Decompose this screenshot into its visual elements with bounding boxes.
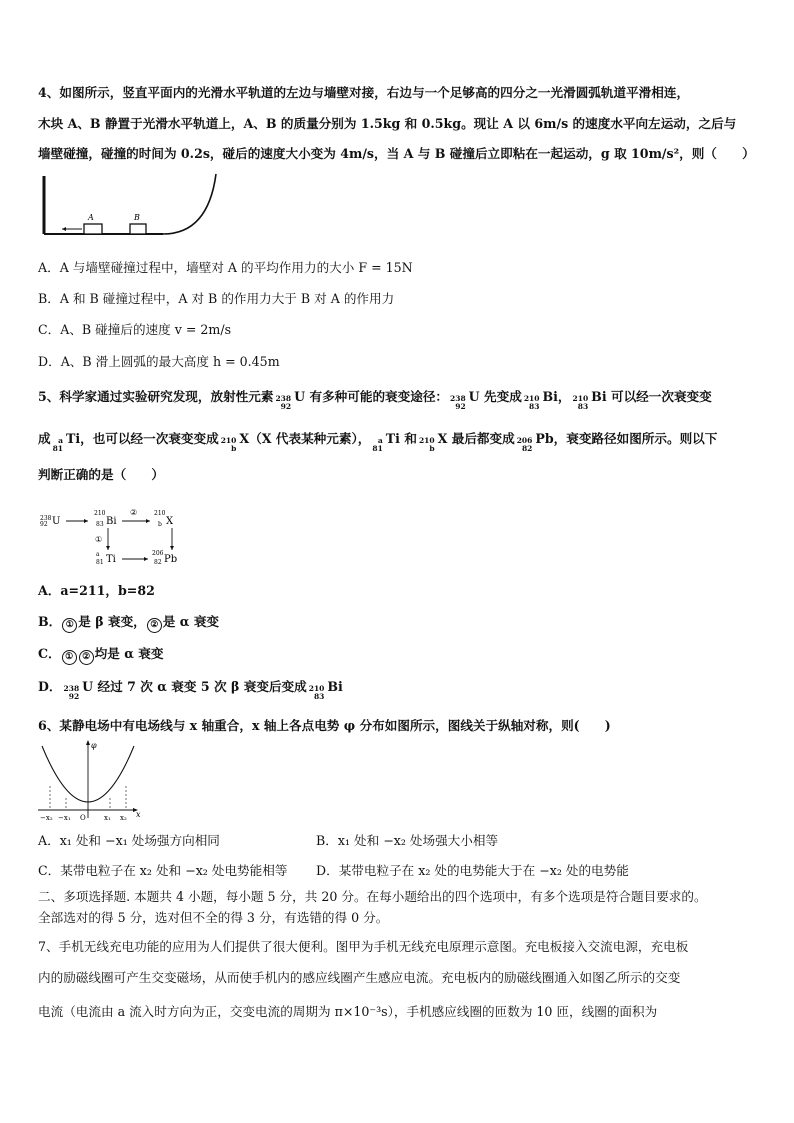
nuclide-u-2: 238 92 (450, 394, 466, 411)
q4-text-line-2: 木块 A、B 静置于光滑水平轨道上，A、B 的质量分别为 1.5kg 和 0.5kg。现让 A 以 6m/s 的速度水平向左运动，之后与 (38, 116, 737, 131)
ti-symbol: Ti (106, 554, 116, 565)
q4-option-a: A．A 与墙壁碰撞过程中，墙壁对 A 的平均作用力的大小 F = 15N (38, 260, 413, 275)
u-mass: 238 (40, 515, 52, 522)
block-a (84, 224, 102, 234)
u-symbol: U (52, 516, 61, 527)
bi-mass: 210 (94, 510, 106, 517)
path-1-label: ① (95, 535, 103, 544)
q5-l1-e: Bi 可以经一次衰变变 (591, 389, 712, 404)
circle-2b: ② (79, 650, 94, 665)
nuclide-pb: 206 82 (516, 436, 533, 453)
q4-option-c: C．A、B 碰撞后的速度 v = 2m/s (38, 322, 232, 337)
q4-option-b: B．A 和 B 碰撞过程中，A 对 B 的作用力大于 B 对 A 的作用力 (38, 291, 395, 306)
tick-x1: x₁ (104, 814, 111, 822)
q5-option-b: B． ① 是 β 衰变， ② 是 α 衰变 (38, 613, 219, 633)
q4-track-figure (38, 170, 228, 236)
x-z: b (158, 521, 162, 528)
q5-l1-d: Bi， (542, 389, 571, 404)
tick-x2: x₂ (120, 814, 127, 822)
section-2-line-1: 二、多项选择题. 本题共 4 小题，每小题 5 分，共 20 分。在每小题给出的四个选项中，有多个选项是符合题目要求的。 (38, 889, 707, 904)
q4-text-line-3: 墙壁碰撞，碰撞的时间为 0.2s，碰后的速度大小变为 4m/s，当 A 与 B 碰撞后立即粘在一起运动，g 取 10m/s²，则（ ） (38, 146, 755, 161)
pb-z: 82 (154, 559, 162, 566)
section-2-line-2: 全部选对的得 5 分，选对但不全的得 3 分，有选错的得 0 分。 (38, 910, 389, 925)
x-mass: 210 (154, 510, 166, 517)
q5-text-line-3: 判断正确的是（ ） (38, 467, 164, 482)
ti-mass: a (96, 551, 100, 558)
tick-origin: O (80, 814, 86, 822)
nuclide-bi: 210 83 (523, 394, 540, 411)
q5-text-line-1 (38, 388, 758, 411)
q5-option-d: D． 238 92 U 经过 7 次 α 衰变 5 次 β 衰变后变成 210 83 Bi (38, 679, 343, 701)
nuclide-x-2: 210 b (418, 436, 435, 453)
nuclide-u: 238 92 (275, 394, 292, 411)
q6-option-b: B．x₁ 处和 −x₂ 处场强大小相等 (316, 833, 499, 848)
nuclide-bi-d: 210 83 (308, 684, 325, 701)
ti-z: 81 (96, 559, 104, 566)
nuclide-bi-2: 210 83 (572, 394, 589, 411)
q5-text-line-2: 成 a 81 Ti，也可以经一次衰变变成 210 b X（X 代表某种元素）， a 81 Ti 和 210 b X 最后都变成 206 82 Pb，衰变路径如图所示。则以下 (38, 431, 718, 453)
nuclide-ti: a 81 (52, 436, 64, 453)
x-label: x (136, 810, 141, 819)
pb-symbol: Pb (164, 554, 178, 565)
q7-text-line-3: 电流（电流由 a 流入时方向为正，交变电流的周期为 π×10⁻³s），手机感应线圈的匝数为 10 匝，线圈的面积为 (38, 1004, 658, 1019)
nuclide-u-d: 238 92 (63, 684, 80, 701)
block-b (130, 224, 146, 234)
q6-option-d: D．某带电粒子在 x₂ 处的电势能大于在 −x₂ 处的电势能 (316, 863, 629, 878)
nuclide-ti-2: a 81 (372, 436, 383, 453)
circular-arc-track (163, 174, 216, 234)
q7-text-line-2: 内的励磁线圈可产生交变磁场，从而使手机内的感应线圈产生感应电流。充电板内的励磁线圈通入如图乙所示的交变 (38, 970, 681, 985)
label-a: A (88, 213, 94, 222)
u-z: 92 (40, 521, 48, 528)
decay-path-figure (38, 500, 198, 570)
phi-label: φ (91, 741, 97, 750)
q4-option-d: D．A、B 滑上圆弧的最大高度 h = 0.45m (38, 354, 280, 369)
circle-2: ② (147, 618, 162, 633)
q5-option-a: A．a=211，b=82 (38, 583, 155, 598)
q6-text-line-1: 6、某静电场中有电场线与 x 轴重合，x 轴上各点电势 φ 分布如图所示，图线关于纵轴对称，则( ) (38, 718, 611, 733)
q5-l1-b: U 有多种可能的衰变途径： (294, 389, 449, 404)
q6-option-c: C．某带电粒子在 x₂ 处和 −x₂ 处电势能相等 (38, 863, 288, 878)
potential-graph (36, 738, 146, 824)
q5-l1-c: U 先变成 (468, 389, 522, 404)
bi-symbol: Bi (106, 516, 117, 527)
q4-text-line-1: 4、如图所示，竖直平面内的光滑水平轨道的左边与墙壁对接，右边与一个足够高的四分之一光滑圆弧轨道平滑相连， (38, 85, 690, 100)
q6-option-a: A．x₁ 处和 −x₁ 处场强方向相同 (38, 833, 220, 848)
circle-1: ① (62, 618, 77, 633)
q5-l1-a: 5、科学家通过实验研究发现，放射性元素 (38, 389, 274, 404)
label-b: B (134, 213, 140, 222)
circle-1b: ① (62, 650, 77, 665)
tick-neg-x1: −x₁ (58, 814, 71, 822)
tick-neg-x2: −x₂ (40, 814, 53, 822)
q7-text-line-1: 7、手机无线充电功能的应用为人们提供了很大便利。图甲为手机无线充电原理示意图。充电板接入交流电源，充电板 (38, 939, 689, 954)
q5-option-c: C． ① ② 均是 α 衰变 (38, 645, 163, 665)
path-2-label: ② (130, 508, 138, 517)
x-symbol: X (166, 516, 174, 527)
nuclide-x: 210 b (220, 436, 237, 453)
bi-z: 83 (96, 521, 104, 528)
pb-mass: 206 (152, 550, 164, 557)
